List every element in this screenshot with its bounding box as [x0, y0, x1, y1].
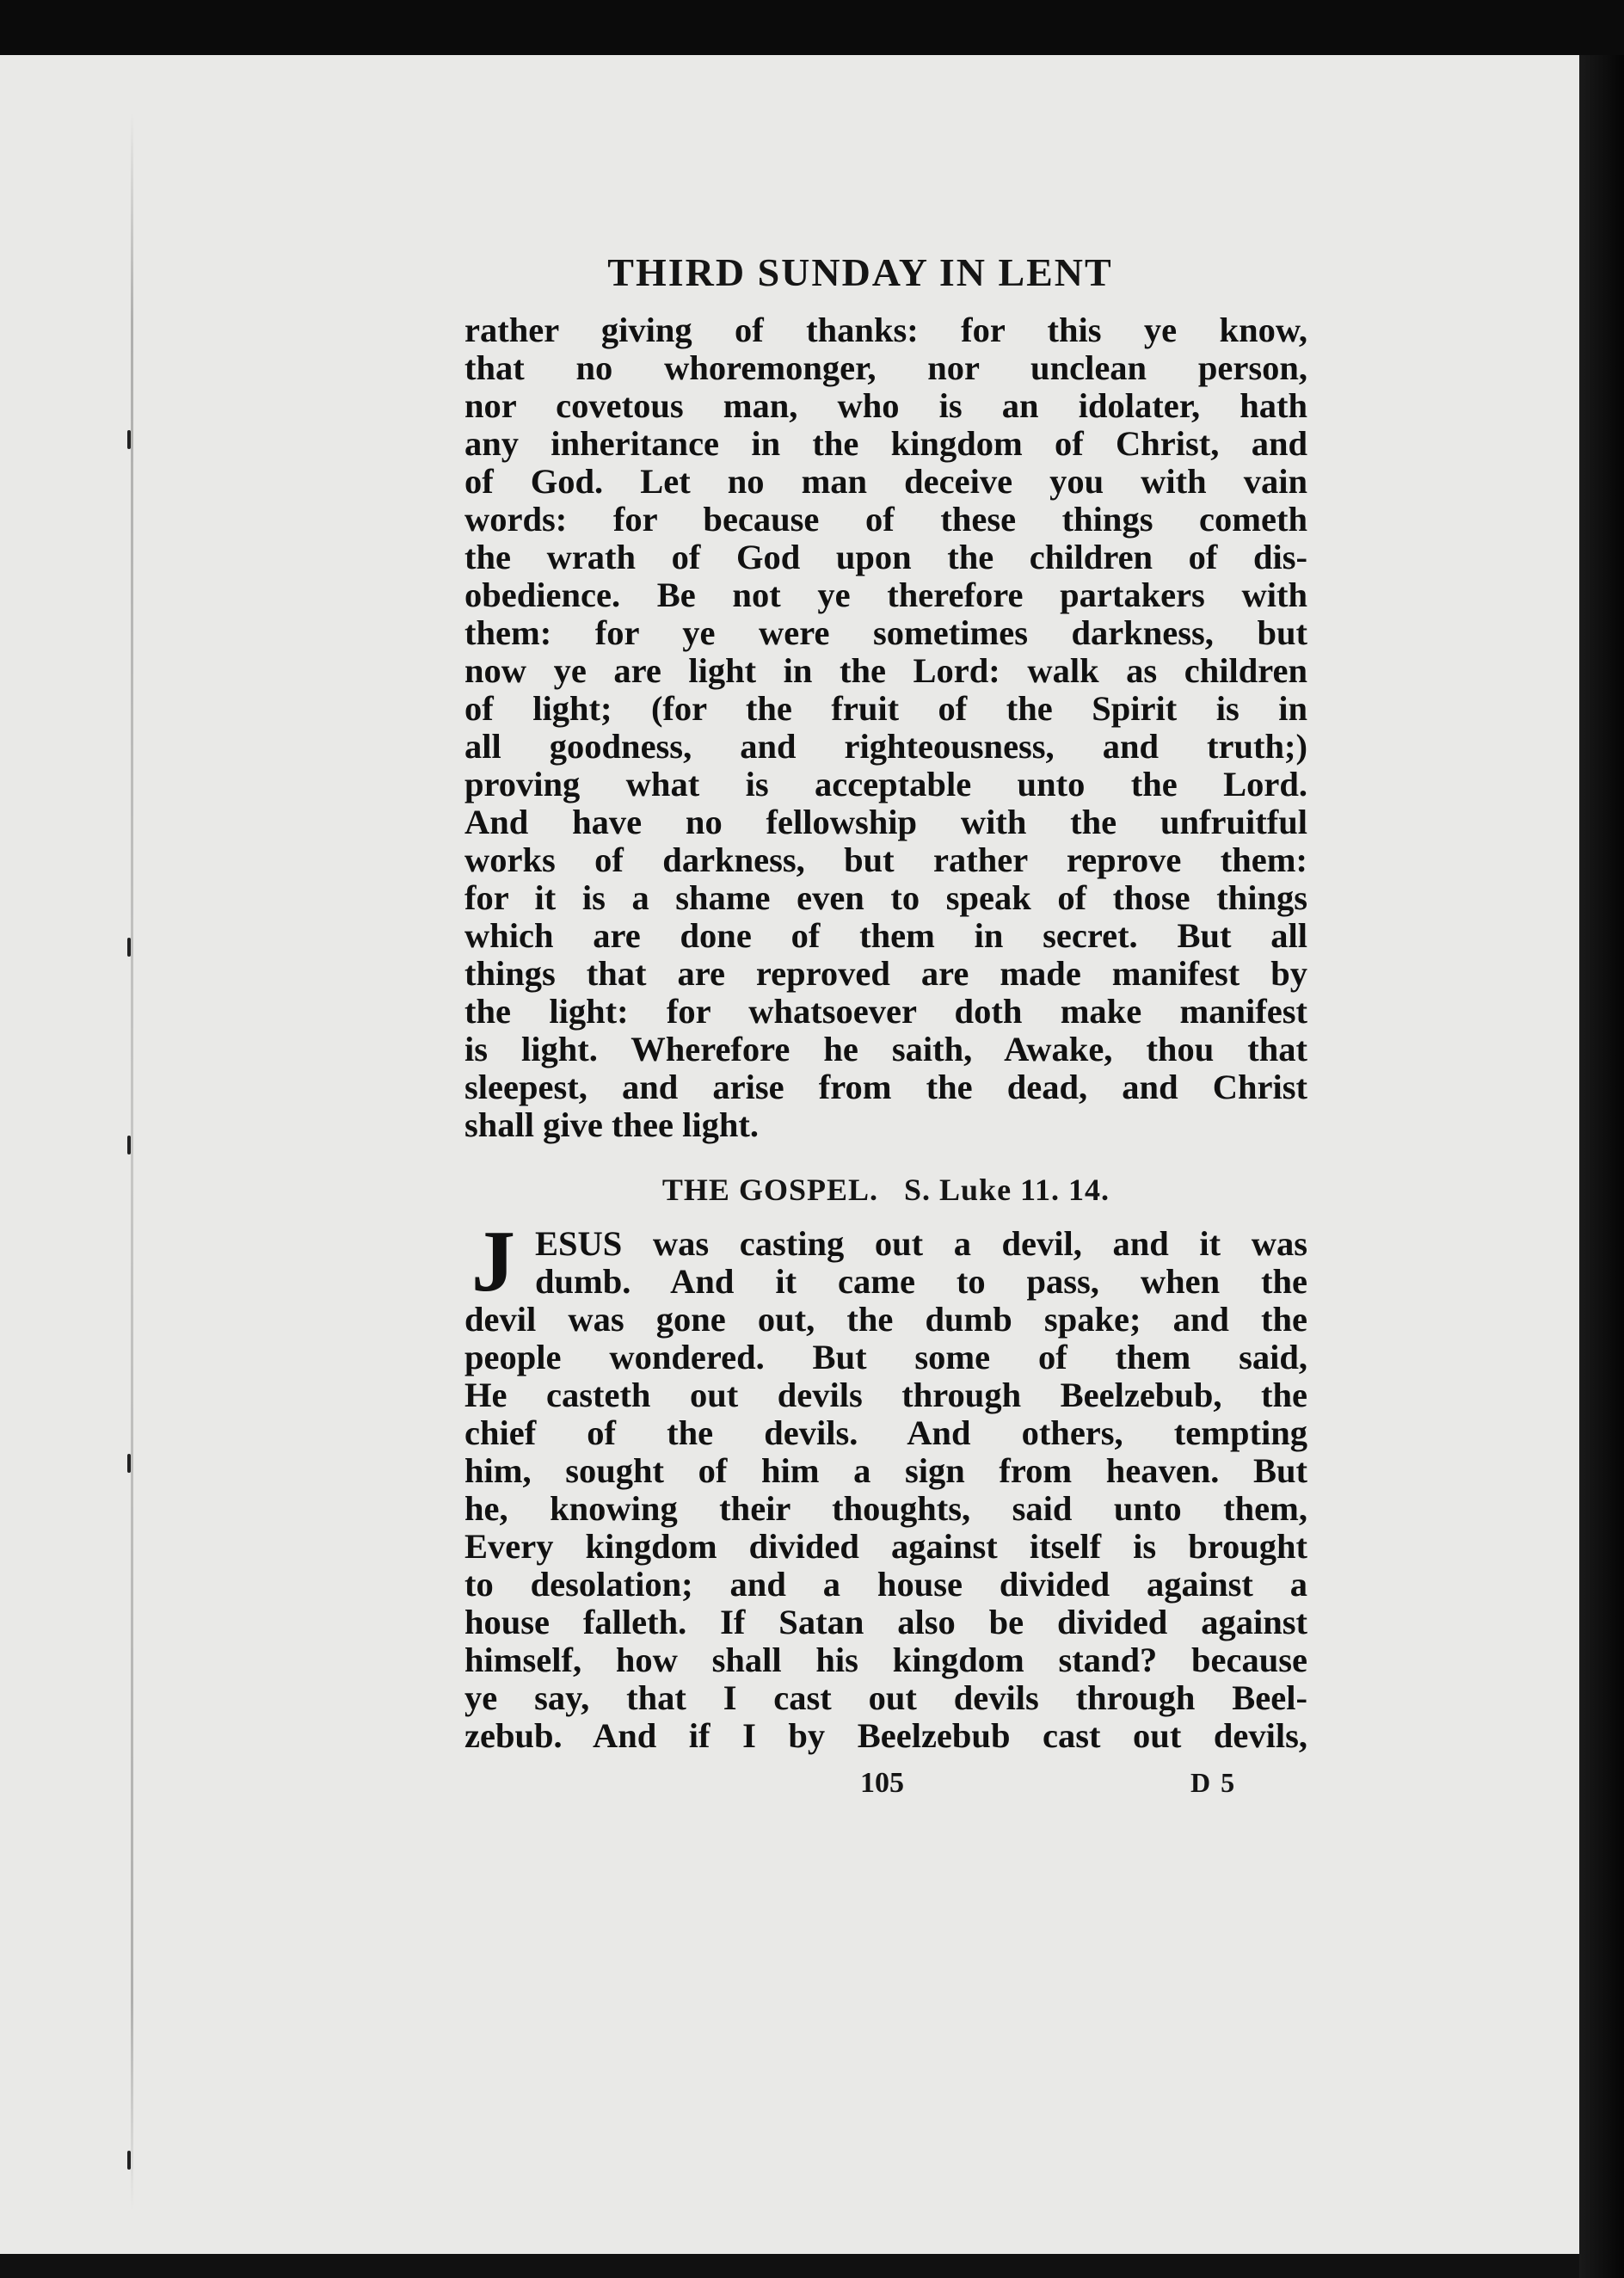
- epistle-text: [464, 311, 1307, 1144]
- gospel-line: people wondered. But some of them said,: [464, 1338, 1307, 1376]
- epistle-line: obedience. Be not ye therefore partakers with: [464, 576, 1307, 614]
- gospel-text: [464, 1225, 1307, 1755]
- epistle-line: shall give thee light.: [464, 1105, 759, 1144]
- epistle-line: that no whoremonger, nor unclean person,: [464, 348, 1307, 387]
- epistle-line: the wrath of God upon the children of dis-: [464, 538, 1307, 576]
- signature-mark: D 5: [1190, 1767, 1237, 1798]
- gospel-line: him, sought of him a sign from heaven. But: [464, 1451, 1307, 1490]
- epistle-line: of light; (for the fruit of the Spirit is in: [464, 689, 1307, 728]
- gospel-line: He casteth out devils through Beelzebub, the: [464, 1376, 1307, 1414]
- epistle-line: which are done of them in secret. But all: [464, 916, 1307, 955]
- gospel-line: himself, how shall his kingdom stand? because: [464, 1641, 1307, 1679]
- binding-thread-mark: [127, 938, 131, 957]
- epistle-line: sleepest, and arise from the dead, and Christ: [464, 1068, 1307, 1106]
- epistle-line: all goodness, and righteousness, and truth;): [464, 727, 1307, 766]
- epistle-line: works of darkness, but rather reprove them:: [464, 840, 1307, 879]
- epistle-line: nor covetous man, who is an idolater, hath: [464, 386, 1307, 425]
- gospel-line: dumb. And it came to pass, when the: [535, 1262, 1307, 1301]
- gospel-heading: THE GOSPEL. S. Luke 11. 14.: [661, 1173, 1110, 1207]
- gospel-line: chief of the devils. And others, tempting: [464, 1413, 1307, 1452]
- binding-gutter: [131, 112, 133, 2211]
- binding-thread-mark: [127, 2151, 131, 2170]
- running-head: THIRD SUNDAY IN LENT: [607, 250, 1113, 294]
- epistle-line: any inheritance in the kingdom of Christ, and: [464, 424, 1307, 463]
- epistle-line: And have no fellowship with the unfruitful: [464, 803, 1307, 841]
- epistle-line: now ye are light in the Lord: walk as children: [464, 651, 1307, 690]
- gospel-line: devil was gone out, the dumb spake; and the: [464, 1300, 1307, 1339]
- epistle-line: for it is a shame even to speak of those things: [464, 878, 1307, 917]
- epistle-line: rather giving of thanks: for this ye know,: [464, 311, 1307, 349]
- epistle-line: proving what is acceptable unto the Lord.: [464, 765, 1307, 803]
- epistle-line: of God. Let no man deceive you with vain: [464, 462, 1307, 501]
- binding-thread-mark: [127, 1454, 131, 1473]
- gospel-drop-cap: J: [471, 1213, 515, 1310]
- gospel-line: to desolation; and a house divided against a: [464, 1565, 1307, 1604]
- epistle-line: is light. Wherefore he saith, Awake, thou that: [464, 1030, 1307, 1068]
- gospel-line: zebub. And if I by Beelzebub cast out devils,: [464, 1716, 1307, 1755]
- gospel-line: he, knowing their thoughts, said unto them,: [464, 1489, 1307, 1528]
- gospel-line: ye say, that I cast out devils through Beel-: [464, 1678, 1307, 1717]
- gospel-line: ESUS was casting out a devil, and it was: [535, 1224, 1307, 1263]
- gospel-line: Every kingdom divided against itself is brought: [464, 1527, 1307, 1566]
- epistle-line: things that are reproved are made manifest by: [464, 954, 1307, 993]
- scan-edge-bottom: [0, 2254, 1579, 2278]
- epistle-line: words: for because of these things cometh: [464, 500, 1307, 539]
- scan-edge-right: [1579, 55, 1624, 2278]
- binding-thread-mark: [127, 1136, 131, 1154]
- epistle-line: them: for ye were sometimes darkness, but: [464, 613, 1307, 652]
- epistle-line: the light: for whatsoever doth make manifest: [464, 992, 1307, 1031]
- page-number: 105: [860, 1767, 904, 1799]
- gospel-line: house falleth. If Satan also be divided against: [464, 1603, 1307, 1641]
- binding-thread-mark: [127, 430, 131, 449]
